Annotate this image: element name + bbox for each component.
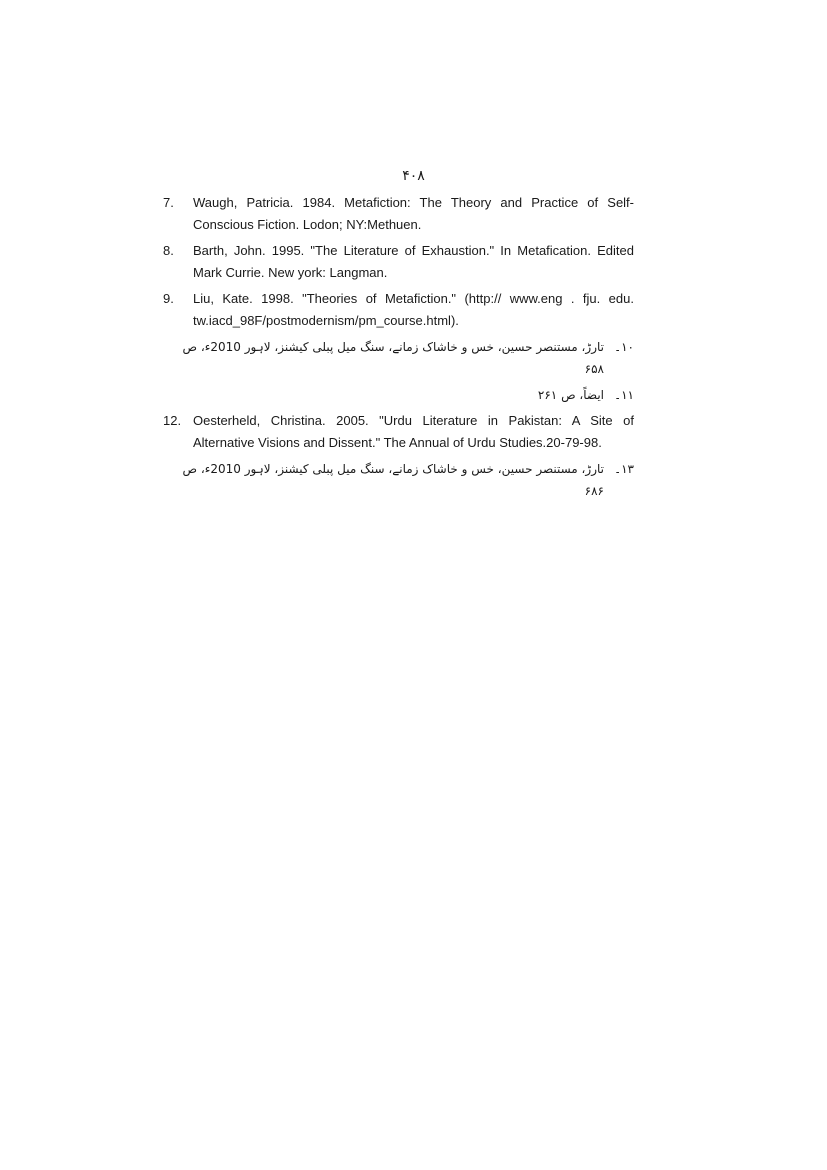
reference-item-urdu [163, 458, 634, 502]
reference-number: 8. [163, 243, 174, 258]
reference-number: ۱۳۔ [614, 462, 634, 476]
reference-text: Oesterheld, Christina. 2005. "Urdu Literature in Pakistan: A Site of Alternative Visions and Dissent." The Annual of Urdu Studies.20-79-98. [193, 413, 634, 450]
reference-item-urdu [163, 384, 634, 406]
reference-text: ایضاً، ص ۲۶۱ [537, 388, 604, 402]
reference-item [163, 410, 634, 454]
reference-text: تارڑ، مستنصر حسین، خس و خاشاک زمانے، سنگ میل پبلی کیشنز، لاہور 2010ء، ص ۶۵۸ [182, 340, 604, 376]
reference-number: ۱۱۔ [614, 388, 634, 402]
reference-item [163, 288, 634, 332]
reference-number: 12. [163, 413, 182, 428]
reference-number: ۱۰۔ [614, 340, 634, 354]
page-number: ۴۰۸ [402, 168, 425, 184]
reference-text: Waugh, Patricia. 1984. Metafiction: The Theory and Practice of Self-Conscious Fiction. Lodon; NY:Methuen. [193, 195, 634, 232]
reference-text: Liu, Kate. 1998. "Theories of Metafiction." (http:// www.eng . fju. edu. tw.iacd_98F/postmodernism/pm_course.html). [193, 291, 634, 328]
reference-item [163, 192, 634, 236]
reference-text: تارڑ، مستنصر حسین، خس و خاشاک زمانے، سنگ میل پبلی کیشنز، لاہور 2010ء، ص ۶۸۶ [182, 462, 604, 498]
reference-list [163, 192, 634, 506]
reference-number: 7. [163, 195, 174, 210]
reference-text: Barth, John. 1995. "The Literature of Exhaustion." In Metafication. Edited Mark Currie. New york: Langman. [193, 243, 634, 280]
reference-item-urdu [163, 336, 634, 380]
reference-item [163, 240, 634, 284]
reference-number: 9. [163, 291, 174, 306]
